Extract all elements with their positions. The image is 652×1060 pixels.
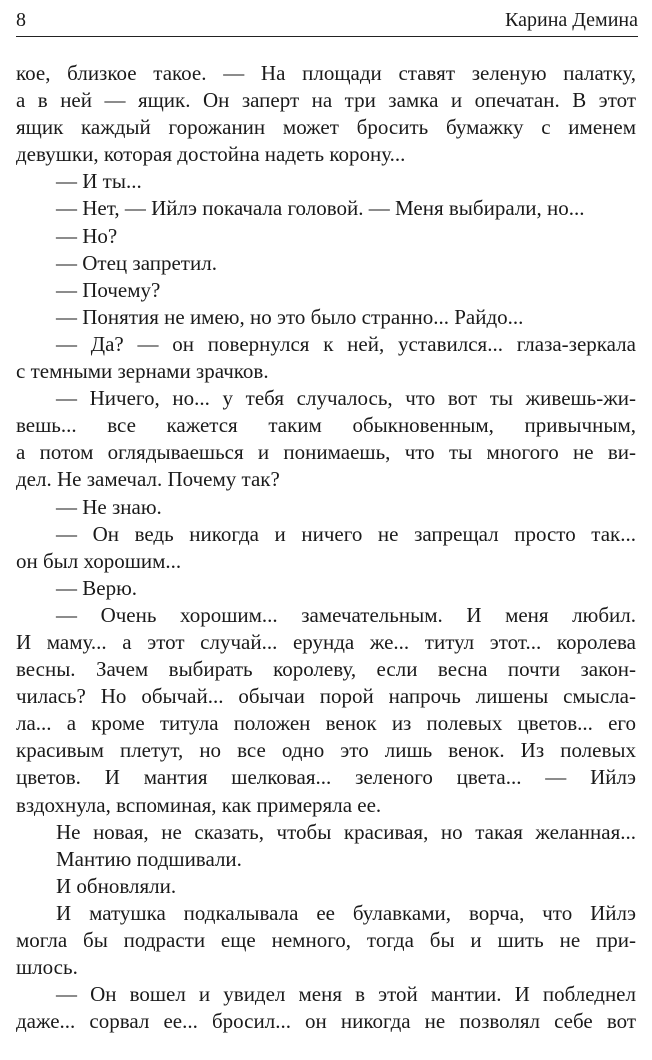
text-line: ящик каждый горожанин может бросить бумажку с именем	[16, 115, 636, 140]
text-line: даже... сорвал ее... бросил... он никогда не позволял себе вот	[16, 1009, 636, 1034]
text-line: И матушка подкалывала ее булавками, ворча, что Ийлэ	[56, 900, 636, 925]
page-number: 8	[16, 9, 26, 31]
text-line: шлось.	[16, 955, 78, 980]
text-line: Не новая, не сказать, чтобы красивая, но такая желанная...	[56, 819, 636, 844]
text-line: могла бы подрасти еще немного, тогда бы и шить не при-	[16, 928, 636, 952]
text-line: — Понятия не имею, но это было странно... Райдо...	[56, 304, 524, 329]
text-line: красивым плетут, но все одно это лишь венок. Из полевых	[16, 738, 636, 763]
text-line: ла... а кроме титула положен венок из полевых цветов... его	[16, 711, 636, 736]
text-line: весны. Зачем выбирать королеву, если весна почти закон-	[16, 657, 636, 682]
text-line: а потом оглядываешься и понимаешь, что ты многого не ви-	[16, 440, 636, 465]
running-head	[16, 6, 638, 37]
text-line: — Нет, — Ийлэ покачала головой. — Меня выбирали, но...	[56, 196, 585, 221]
text-line: — Не знаю.	[56, 494, 162, 519]
text-line: девушки, которая достойна надеть корону...	[16, 142, 406, 167]
text-line: кое, близкое такое. — На площади ставят зеленую палатку,	[16, 61, 636, 85]
text-line: — Он вошел и увидел меня в этой мантии. И побледнел	[56, 982, 636, 1007]
text-line: И обновляли.	[56, 873, 177, 898]
text-line: — Ничего, но... у тебя случалось, что вот ты живешь-жи-	[56, 386, 636, 411]
text-line: а в ней — ящик. Он заперт на три замка и опечатан. В этот	[16, 88, 636, 113]
text-line: — И ты...	[56, 169, 142, 194]
text-line: чилась? Но обычай... обычаи порой напрочь лишены смысла-	[16, 684, 636, 709]
text-line: — Почему?	[56, 277, 161, 302]
text-line: вешь... все кажется таким обыкновенным, привычным,	[16, 413, 636, 438]
text-line: вздохнула, вспоминая, как примеряла ее.	[16, 792, 382, 817]
text-line: И маму... а этот случай... ерунда же... титул этот... королева	[16, 629, 636, 654]
text-line: с темными зернами зрачков.	[16, 359, 269, 384]
body-text	[16, 60, 636, 1035]
text-line: — Верю.	[56, 575, 138, 600]
text-line: Мантию подшивали.	[56, 846, 242, 871]
text-line: цветов. И мантия шелковая... зеленого цвета... — Ийлэ	[16, 765, 636, 790]
text-line: дел. Не замечал. Почему так?	[16, 467, 280, 492]
text-line: — Но?	[56, 223, 118, 248]
text-line: — Да? — он повернулся к ней, уставился... глаза-зеркала	[56, 331, 636, 356]
text-line: — Отец запретил.	[56, 250, 217, 275]
text-line: — Он ведь никогда и ничего не запрещал просто так...	[56, 521, 636, 546]
running-head-author: Карина Демина	[505, 9, 638, 31]
text-line: он был хорошим...	[16, 548, 182, 573]
text-line: — Очень хорошим... замечательным. И меня любил.	[56, 602, 636, 627]
